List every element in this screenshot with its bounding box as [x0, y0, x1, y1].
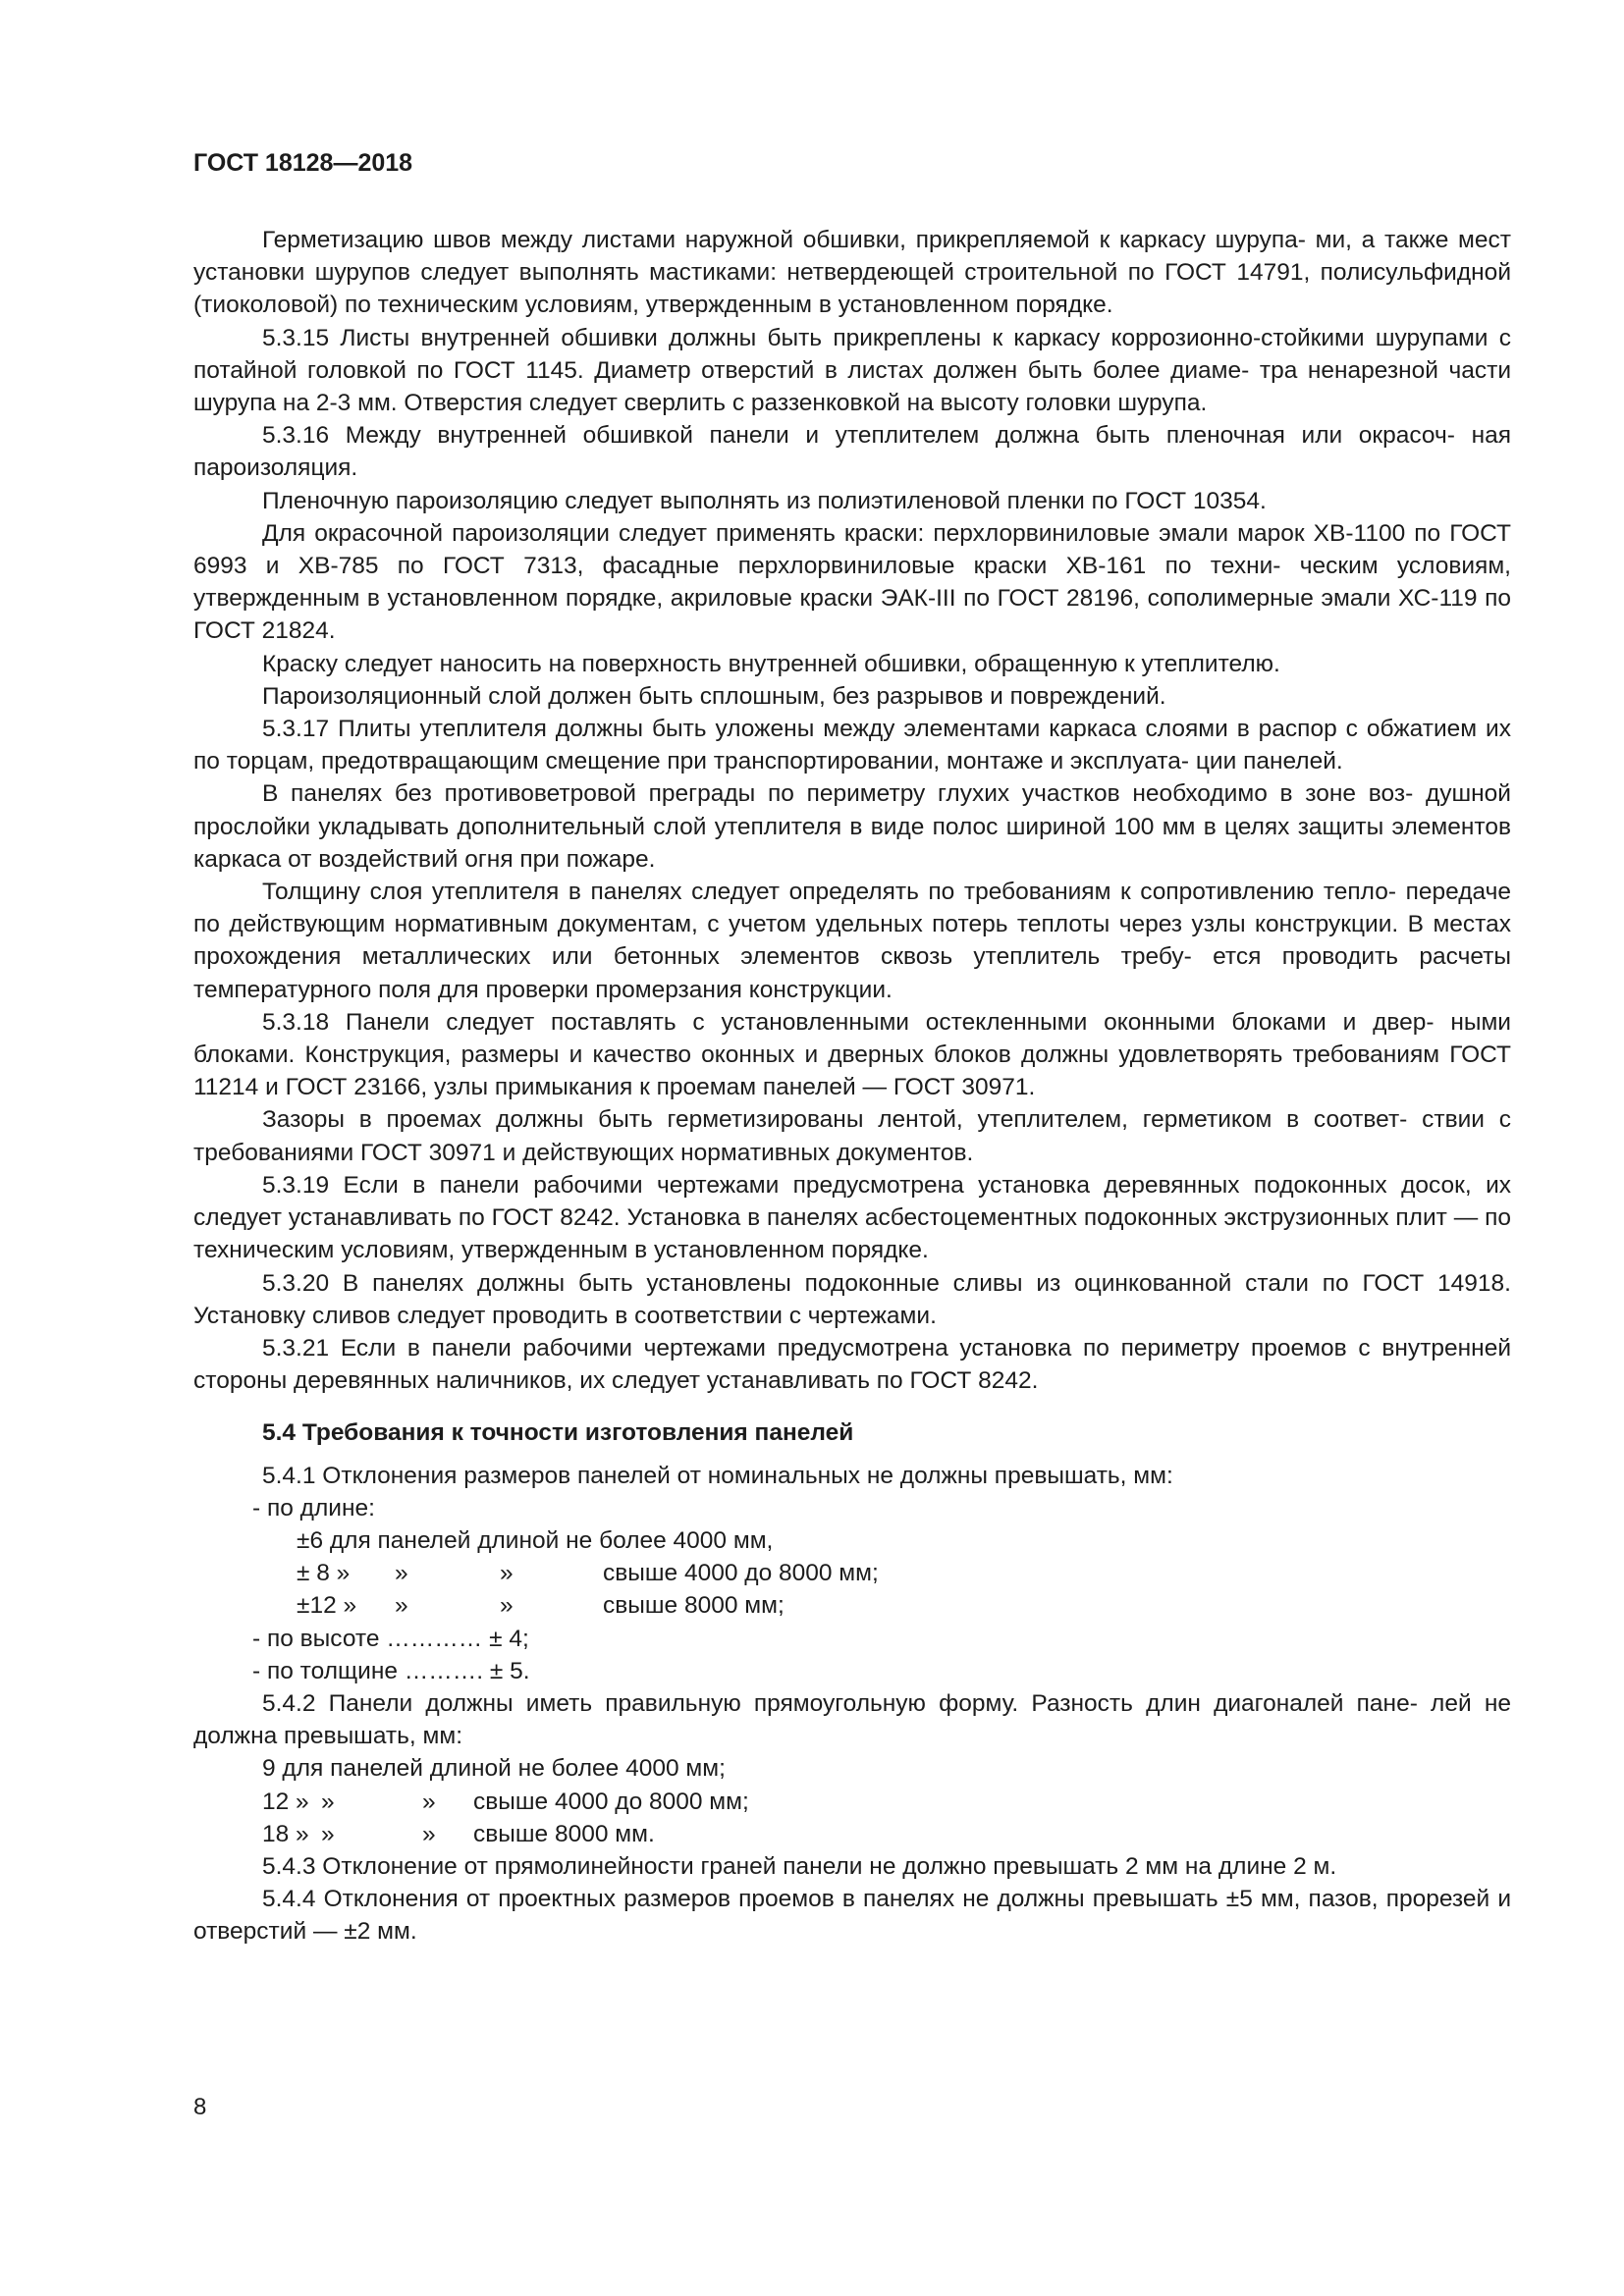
diag-row: 12 » » » свыше 4000 до 8000 мм;	[262, 1788, 749, 1815]
paragraph: Герметизацию швов между листами наружной обшивки, прикрепляемой к каркасу шурупа- ми, а также мест установки шурупов следует выполнять мастиками: нетвердеющей строительной по ГОСТ 14791, полисульфидной (тиоколовой) по техническим условиям, утвержденным в установленном порядке.	[193, 227, 1511, 319]
length-row: ± 8 » » » свыше 4000 до 8000 мм;	[297, 1560, 879, 1587]
paragraph-5-4-3: 5.4.3 Отклонение от прямолинейности граней панели не должно превышать 2 мм на длине 2 м.	[262, 1852, 1337, 1880]
paragraph: Для окрасочной пароизоляции следует применять краски: перхлорвиниловые эмали марок ХВ-1100 по ГОСТ 6993 и ХВ-785 по ГОСТ 7313, фасадные перхлорвиниловые краски ХВ-161 по техни- ческим условиям, утвержденным в установленном порядке, акриловые краски ЭАК-III по ГОСТ 28196, сополимерные эмали ХС-119 по ГОСТ 21824.	[193, 519, 1512, 645]
diag-row: 9 для панелей длиной не более 4000 мм;	[262, 1755, 726, 1783]
paragraph-5-4-2: 5.4.2 Панели должны иметь правильную прямоугольную форму. Разность длин диагоналей пане- лей не должна превышать, мм:	[193, 1689, 1511, 1750]
by-thickness-label: - по толщине ………. ± 5.	[252, 1657, 530, 1684]
paragraph: 5.3.16 Между внутренней обшивкой панели и утеплителем должна быть пленочная или окрасоч- ная пароизоляция.	[193, 422, 1512, 482]
paragraph-5-4-4: 5.4.4 Отклонения от проектных размеров проемов в панелях не должны превышать ±5 мм, пазов, прорезей и отверстий — ±2 мм.	[193, 1886, 1512, 1946]
paragraph: 5.3.19 Если в панели рабочими чертежами предусмотрена установка деревянных подоконных досок, их следует устанавливать по ГОСТ 8242. Установка в панелях асбестоцементных подоконных экструзионных плит — по техническим условиям, утвержденным в установленном порядке.	[193, 1171, 1512, 1264]
document-body	[193, 224, 1511, 1949]
paragraph: 5.3.20 В панелях должны быть установлены подоконные сливы из оцинкованной стали по ГОСТ 14918. Установку сливов следует проводить в соответствии с чертежами.	[193, 1269, 1511, 1329]
paragraph: Пароизоляционный слой должен быть сплошным, без разрывов и повреждений.	[262, 682, 1166, 710]
paragraph: 5.3.17 Плиты утеплителя должны быть уложены между элементами каркаса слоями в распор с обжатием их по торцам, предотвращающим смещение при транспортировании, монтаже и эксплуата- ции панелей.	[193, 716, 1511, 775]
paragraph: 5.3.15 Листы внутренней обшивки должны быть прикреплены к каркасу коррозионно-стойкими шурупами с потайной головкой по ГОСТ 1145. Диаметр отверстий в листах должен быть более диаме- тра ненарезной части шурупа на 2-3 мм. Отверстия следует сверлить с раззенковкой на высоту головки шурупа.	[193, 324, 1512, 417]
paragraph: 5.3.18 Панели следует поставлять с установленными остекленными оконными блоками и двер- ными блоками. Конструкция, размеры и качество оконных и дверных блоков должны удовлетворять требованиям ГОСТ 11214 и ГОСТ 23166, узлы примыкания к проемам панелей — ГОСТ 30971.	[193, 1008, 1511, 1101]
paragraph: В панелях без противоветровой преграды по периметру глухих участков необходимо в зоне воз- душной прослойки укладывать дополнительный слой утеплителя в виде полос шириной 100 мм в целях защиты элементов каркаса от воздействий огня при пожаре.	[193, 780, 1512, 873]
paragraph: Пленочную пароизоляцию следует выполнять из полиэтиленовой пленки по ГОСТ 10354.	[262, 487, 1267, 514]
paragraph: Толщину слоя утеплителя в панелях следует определять по требованиям к сопротивлению тепло- передаче по действующим нормативным документам, с учетом удельных потерь теплоты через узлы конструкции. В местах прохождения металлических или бетонных элементов сквозь утеплитель требу- ется проводить расчеты температурного поля для проверки промерзания конструкции.	[193, 879, 1512, 1003]
page-number: 8	[193, 2094, 207, 2120]
by-height-label: - по высоте ………… ± 4;	[252, 1625, 529, 1652]
by-length-label: - по длине:	[252, 1494, 375, 1522]
paragraph-list	[193, 224, 1511, 1397]
section-title: 5.4 Требования к точности изготовления панелей	[262, 1419, 854, 1447]
document-header: ГОСТ 18128—2018	[193, 149, 413, 177]
paragraph: Краску следует наносить на поверхность внутренней обшивки, обращенную к утеплителю.	[262, 650, 1280, 677]
paragraph-5-4-1: 5.4.1 Отклонения размеров панелей от номинальных не должны превышать, мм:	[262, 1462, 1173, 1489]
length-row: ±6 для панелей длиной не более 4000 мм,	[297, 1526, 774, 1554]
paragraph: 5.3.21 Если в панели рабочими чертежами предусмотрена установка по периметру проемов с внутренней стороны деревянных наличников, их следует устанавливать по ГОСТ 8242.	[193, 1334, 1511, 1395]
length-row: ±12 » » » свыше 8000 мм;	[297, 1592, 785, 1620]
paragraph: Зазоры в проемах должны быть герметизированы лентой, утеплителем, герметиком в соответ- ствии с требованиями ГОСТ 30971 и действующих нормативных документов.	[193, 1106, 1511, 1166]
diag-row: 18 » » » свыше 8000 мм.	[262, 1820, 655, 1847]
